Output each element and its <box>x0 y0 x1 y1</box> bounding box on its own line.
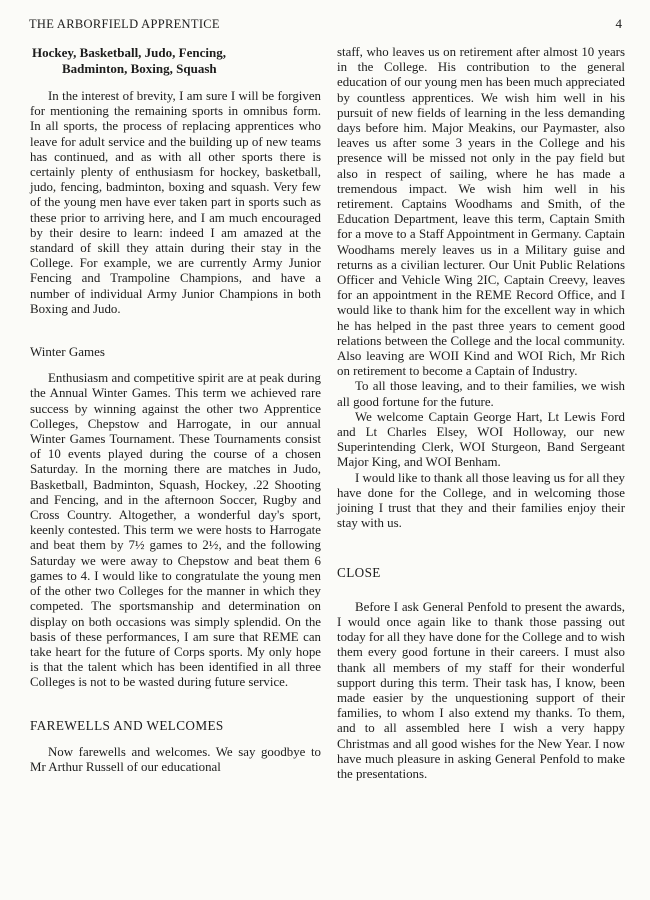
close-heading: CLOSE <box>337 564 381 580</box>
farewells-para1-continued: staff, who leaves us on retirement after almost 10 years in the College. His contribution to the general education of our young men has been much appreciated by countless apprentices. We wish him well in his pursuit of new fields of learning in the less demanding days before him. Major Meakins, our Paymaster, also leaves us after some 3 years in the College and his presence will be missed not only in the pay field but also in respect of sailing, where he has made a tremendous impact. We wish him well in his retirement. Captains Woodhams and Smith, of the Education Department, leave this term, Captain Smith for a move to a Staff Appointment in Germany. Captain Woodhams merely leaves us in a Military guise and returns as a civilian lecturer. Our Unit Public Relations Officer and Vehicle Wing 2IC, Captain Creevy, leaves for an appointment in the REME Record Office, and I would like to thank him for the excellent way in which he has helped in the past three years to cement good relations between the College and the local community. Also leaving are WOII Kind and WOI Rich, Mr Rich on retirement to become a Captain of Industry. <box>337 45 625 379</box>
sports-heading <box>30 45 321 77</box>
sports-heading-line2: Badminton, Boxing, Squash <box>62 61 217 76</box>
farewells-para3: We welcome Captain George Hart, Lt Lewis Ford and Lt Charles Elsey, WOI Holloway, our new Superintending Clerk, WOI Sturgeon, Band Sergeant Major King, and WOI Benham. <box>337 409 625 470</box>
right-column <box>337 45 625 782</box>
winter-games-body: Enthusiasm and competitive spirit are at peak during the Annual Winter Games. This term we achieved rare success by winning against the other two Apprentice Colleges, Chepstow and Harrogate, in our annual Winter Games Tournament. These Tournaments consist of 10 events played during the course of a chosen Saturday. In the morning there are matches in Judo, Basketball, Badminton, Squash, Hockey, .22 Shooting and Fencing, and in the afternoon Soccer, Rugby and Cross Country. Altogether, a wonderful day's sport, keenly contested. This term we were hosts to Harrogate and beat them by 7½ games to 2½, and the following Saturday we were away to Chepstow and beat them 6 games to 4. I would like to congratulate the young men of the other two Colleges for the manner in which they competed. The sportsmanship and determination on display on both occasions was simply splendid. On the basis of these performances, I am sure that REME can take heart for the future of Corps sports. My only hope is that the talent which has been identified in all three Colleges is not to be wasted during future service. <box>30 371 321 690</box>
sports-heading-line1: Hockey, Basketball, Judo, Fencing, <box>32 45 226 60</box>
farewells-para4: I would like to thank all those leaving us for all they have done for the College, and in welcoming those joining I trust that they and their families enjoy their stay with us. <box>337 470 625 531</box>
farewells-para2: To all those leaving, and to their families, we wish all good fortune for the future. <box>337 379 625 409</box>
running-head: THE ARBORFIELD APPRENTICE <box>29 17 220 31</box>
left-column <box>30 45 321 775</box>
farewells-para1-start: Now farewells and welcomes. We say goodbye to Mr Arthur Russell of our educational <box>30 744 321 774</box>
page-number: 4 <box>615 16 622 31</box>
farewells-heading: FAREWELLS AND WELCOMES <box>30 717 224 733</box>
close-body: Before I ask General Penfold to present the awards, I would once again like to thank those passing out today for all they have done for the College and to wish them every good fortune in their careers. I must also thank all members of my staff for their wonderful support during this term. Their task has, I know, been made easier by the unquestioning support of their families, to whom I also extend my thanks. To them, and to all assembled here I wish a very happy Christmas and all good wishes for the New Year. I now have much pleasure in asking General Penfold to make the presentations. <box>337 599 625 781</box>
winter-games-heading: Winter Games <box>30 344 105 360</box>
sports-body: In the interest of brevity, I am sure I will be forgiven for mentioning the remaining sports in omnibus form. In all sports, the process of replacing apprentices who leave for adult service and the building up of new teams has continued, and as with all other sports there is certainly plenty of enthusiasm for hockey, basketball, judo, fencing, badminton, boxing and squash. Very few of the young men have ever taken part in sports such as these prior to arriving here, and I am much encouraged by their desire to learn: indeed I am amazed at the standard of skill they attain during their stay in the College. For example, we are currently Army Junior Fencing and Trampoline Champions, and have a number of individual Army Junior Champions in both Boxing and Judo. <box>30 89 321 316</box>
